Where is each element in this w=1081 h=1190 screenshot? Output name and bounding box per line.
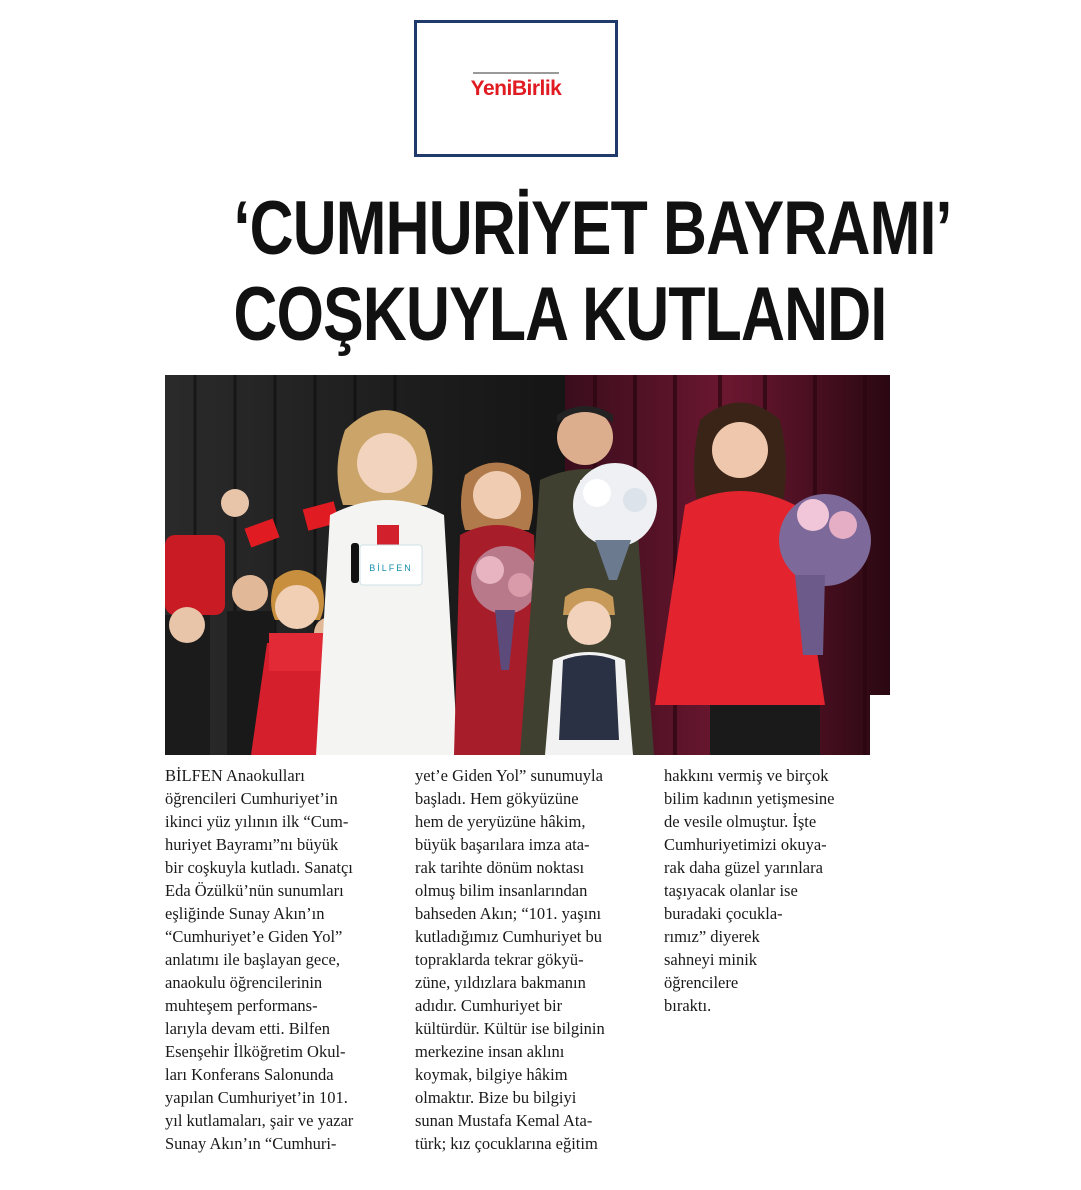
event-photo [165,375,890,755]
article-text-2: yet’e Giden Yol” sunumuyla başladı. Hem gökyüzüne hem de yeryüzüne hâkim, büyük başarılara imza ata- rak tarihte dönüm noktası olmuş bilim insanlarından bahseden Akın; “101. yaşını kutladığımız Cumhuriyet bu topraklarda tekrar gökyü- züne, yıldızlara bakmanın adıdır. Cumhuriyet bir kültürdür. Kültür ise bilginin merkezine insan aklını koymak, bilgiye hâkim olmaktır. Bize bu bilgiyi sunan Mustafa Kemal Ata- türk; kız çocuklarına eğitim [415,766,605,1153]
article-text-1: BİLFEN Anaokulları öğrencileri Cumhuriyet’in ikinci yüz yılının ilk “Cum- huriyet Bayramı”nı büyük bir coşkuyla kutladı. Sanatçı Eda Özülkü’nün sunumları eşliğinde Sunay Akın’ın “Cumhuriyet’e Giden Yol” anlatımı ile başlayan gece, anaokulu öğrencilerinin muhteşem performans- larıyla devam etti. Bilfen Esenşehir İlköğretim Okul- ları Konferans Salonunda yapılan Cumhuriyet’in 101. yıl kutlamaları, şair ve yazar Sunay Akın’ın “Cumhuri- [165,766,354,1153]
article-column-2 [415,764,630,1155]
bilfen-sign-text: BİLFEN [369,563,413,573]
article-text-3: hakkını vermiş ve birçok bilim kadının yetişmesine de vesile olmuştur. İşte Cumhuriyetimizi okuya- rak daha güzel yarınlara taşıyacak olanlar ise buradaki çocukla- rımız” diyerek sahneyi minik öğrencilere bıraktı. [664,766,835,1015]
headline-line-2: COŞKUYLA KUTLANDI [233,272,887,357]
headline [233,186,952,358]
masthead-logo: YeniBirlik [470,76,562,100]
masthead-logo-frame [414,20,618,157]
headline-line-1: ‘CUMHURİYET BAYRAMI’ [233,186,952,271]
article-column-1 [165,764,380,1155]
article-column-3 [664,764,879,1017]
